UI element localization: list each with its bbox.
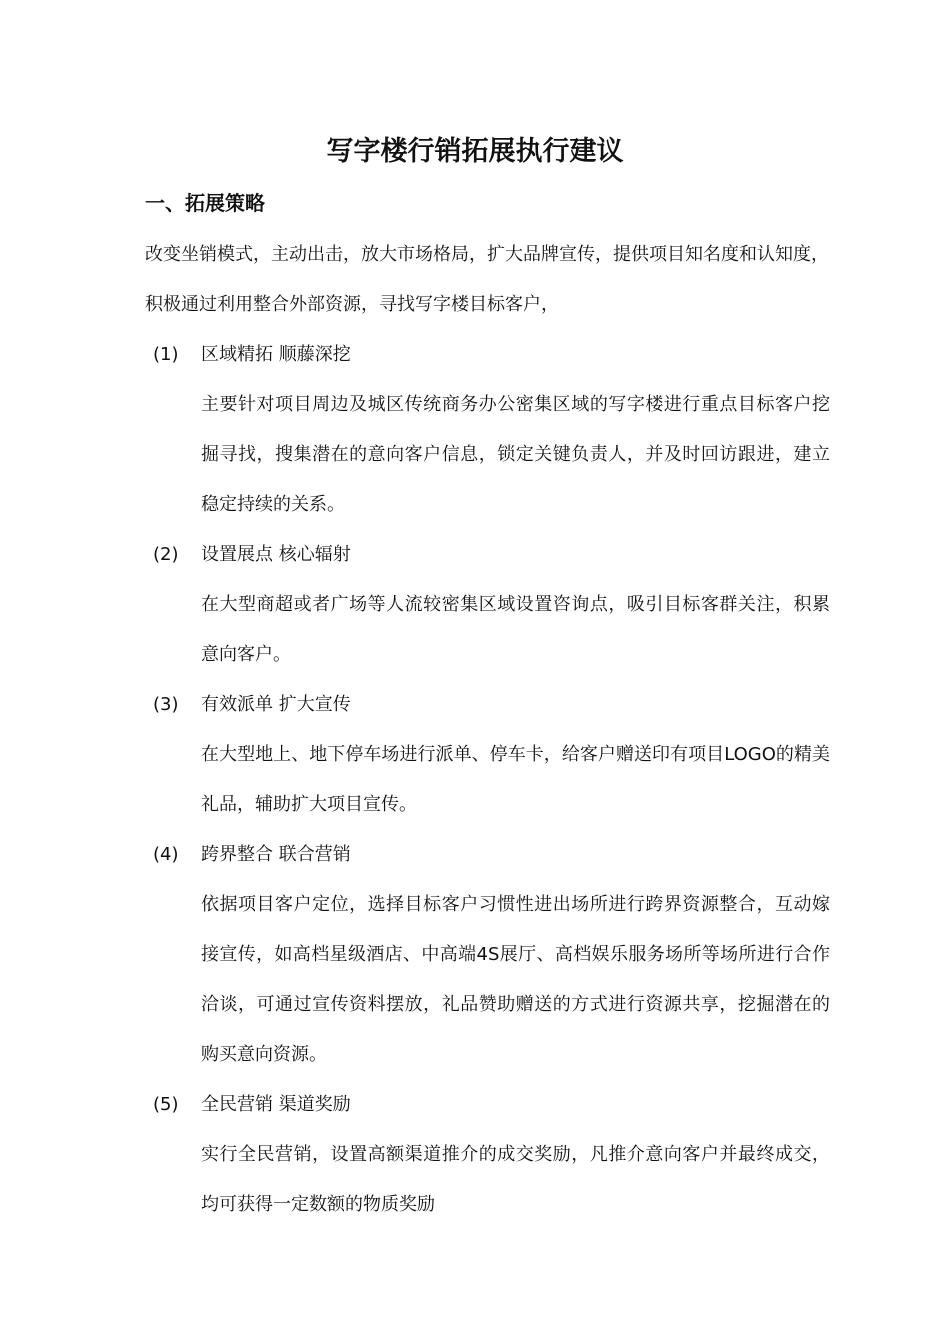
list-item-body: 在大型地上、地下停车场进行派单、停车卡，给客户赠送印有项目LOGO的精美礼品，辅助扩大项目宣传。: [201, 744, 830, 815]
list-item-number: (5): [153, 1094, 179, 1115]
list-item-number: (2): [153, 544, 179, 565]
list-item: [145, 330, 830, 530]
list-item-number: (1): [153, 344, 179, 365]
list-item-body: 依据项目客户定位，选择目标客户习惯性进出场所进行跨界资源整合，互动嫁接宣传，如高档星级酒店、中高端4S展厅、高档娱乐服务场所等场所进行合作洽谈，可通过宣传资料摆放，礼品赞助赠送的方式进行资源共享，挖掘潜在的购买意向资源。: [201, 894, 830, 1065]
list-item-title: 有效派单 扩大宣传: [201, 694, 351, 715]
list-item-header: [153, 830, 830, 880]
intro-paragraph: 改变坐销模式，主动出击，放大市场格局，扩大品牌宣传，提供项目知名度和认知度，积极通过利用整合外部资源，寻找写字楼目标客户，: [145, 244, 829, 315]
document-title: 写字楼行销拓展执行建议: [326, 136, 624, 167]
list-item-number: (3): [153, 694, 179, 715]
list-item-title: 设置展点 核心辐射: [201, 544, 351, 565]
list-item-header: [153, 530, 830, 580]
list-item-body: 主要针对项目周边及城区传统商务办公密集区域的写字楼进行重点目标客户挖掘寻找，搜集潜在的意向客户信息，锁定关键负责人，并及时回访跟进，建立稳定持续的关系。: [201, 394, 830, 515]
list-item-header: [153, 680, 830, 730]
list-item: [145, 680, 830, 830]
section-heading: 一、拓展策略: [145, 191, 265, 215]
list-item: [145, 1080, 830, 1230]
list-item: [145, 830, 830, 1080]
list-item: [145, 530, 830, 680]
list-item-header: [153, 1080, 830, 1130]
list-item-header: [153, 330, 830, 380]
list-item-title: 区域精拓 顺藤深挖: [201, 344, 351, 365]
list-item-title: 全民营销 渠道奖励: [201, 1094, 351, 1115]
list-item-body: 在大型商超或者广场等人流较密集区域设置咨询点，吸引目标客群关注，积累意向客户。: [201, 594, 830, 665]
list-item-number: (4): [153, 844, 179, 865]
list-item-body: 实行全民营销，设置高额渠道推介的成交奖励，凡推介意向客户并最终成交，均可获得一定数额的物质奖励: [201, 1144, 830, 1215]
list-item-title: 跨界整合 联合营销: [201, 844, 351, 865]
